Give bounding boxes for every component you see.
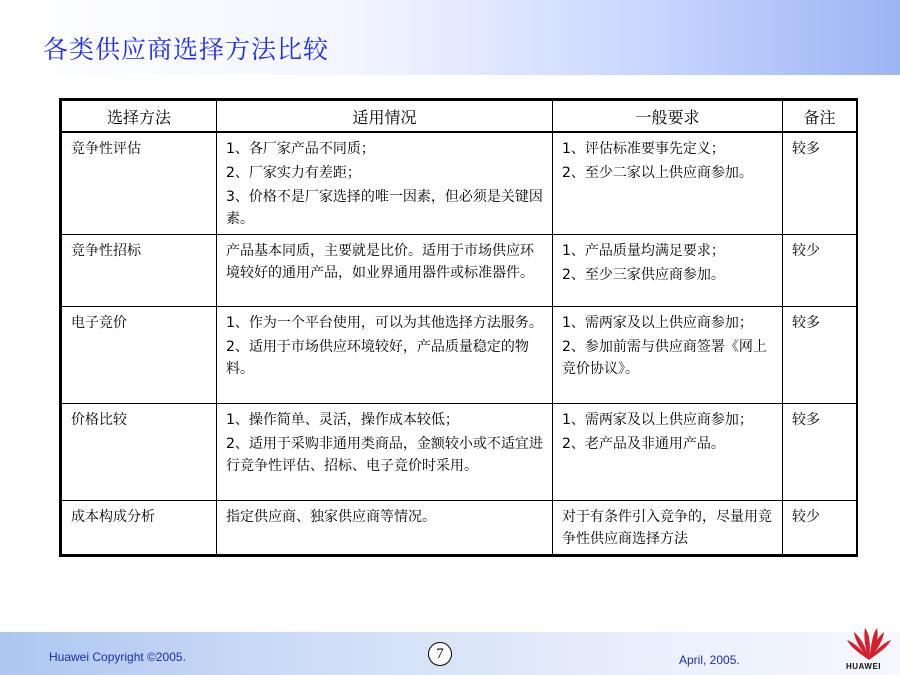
condition-line: 2、适用于采购非通用类商品，金额较小或不适宜进行竞争性评估、招标、电子竞价时采用。 [226, 436, 543, 474]
method-cell: 电子竞价 [62, 307, 217, 404]
condition-line: 1、操作简单、灵活，操作成本较低； [226, 412, 459, 428]
requirement-line: 2、至少三家供应商参加。 [562, 267, 725, 283]
note-cell: 较多 [783, 404, 857, 501]
method-cell: 成本构成分析 [62, 501, 217, 555]
requirements-cell [553, 501, 783, 555]
table-row [62, 501, 857, 555]
logo-text: HUAWEI [846, 662, 881, 671]
page-title: 各类供应商选择方法比较 [43, 35, 330, 64]
comparison-table-frame [59, 98, 858, 557]
condition-line: 指定供应商、独家供应商等情况。 [226, 509, 436, 525]
method-cell: 竞争性招标 [62, 235, 217, 307]
requirements-cell [553, 235, 783, 307]
requirement-line: 2、参加前需与供应商签署《网上竞价协议》。 [562, 339, 767, 377]
requirement-line: 1、需两家及以上供应商参加； [562, 315, 753, 331]
conditions-cell [217, 501, 553, 555]
copyright-text: Huawei Copyright ©2005. [49, 650, 186, 664]
column-header-conditions: 适用情况 [217, 101, 553, 133]
table-row [62, 307, 857, 404]
method-cell: 价格比较 [62, 404, 217, 501]
requirement-line: 对于有条件引入竞争的，尽量用竞争性供应商选择方法 [562, 509, 772, 547]
condition-line: 1、各厂家产品不同质； [226, 141, 375, 157]
requirement-line: 2、至少二家以上供应商参加。 [562, 165, 753, 181]
requirement-line: 1、需两家及以上供应商参加； [562, 412, 753, 428]
page-number: 7 [428, 642, 452, 666]
requirement-line: 1、评估标准要事先定义； [562, 141, 725, 157]
table-row [62, 404, 857, 501]
conditions-cell [217, 132, 553, 235]
condition-line: 2、适用于市场供应环境较好，产品质量稳定的物料。 [226, 339, 529, 377]
requirements-cell [553, 132, 783, 235]
condition-line: 产品基本同质，主要就是比价。适用于市场供应环境较好的通用产品，如业界通用器件或标准器件。 [226, 243, 534, 281]
column-header-method: 选择方法 [62, 101, 217, 133]
requirements-cell [553, 404, 783, 501]
note-cell: 较少 [783, 235, 857, 307]
comparison-table [61, 100, 857, 555]
table-row [62, 132, 857, 235]
condition-line: 2、厂家实力有差距； [226, 165, 361, 181]
note-cell: 较少 [783, 501, 857, 555]
footer-date: April, 2005. [679, 653, 740, 667]
requirement-line: 1、产品质量均满足要求； [562, 243, 725, 259]
condition-line: 3、价格不是厂家选择的唯一因素，但必须是关键因素。 [226, 189, 543, 227]
table-header-row [62, 101, 857, 133]
column-header-note: 备注 [783, 101, 857, 133]
note-cell: 较多 [783, 132, 857, 235]
method-cell: 竞争性评估 [62, 132, 217, 235]
note-cell: 较多 [783, 307, 857, 404]
conditions-cell [217, 404, 553, 501]
conditions-cell [217, 235, 553, 307]
requirements-cell [553, 307, 783, 404]
table-row [62, 235, 857, 307]
requirement-line: 2、老产品及非通用产品。 [562, 436, 725, 452]
condition-line: 1、作为一个平台使用，可以为其他选择方法服务。 [226, 315, 543, 331]
conditions-cell [217, 307, 553, 404]
column-header-requirements: 一般要求 [553, 101, 783, 133]
